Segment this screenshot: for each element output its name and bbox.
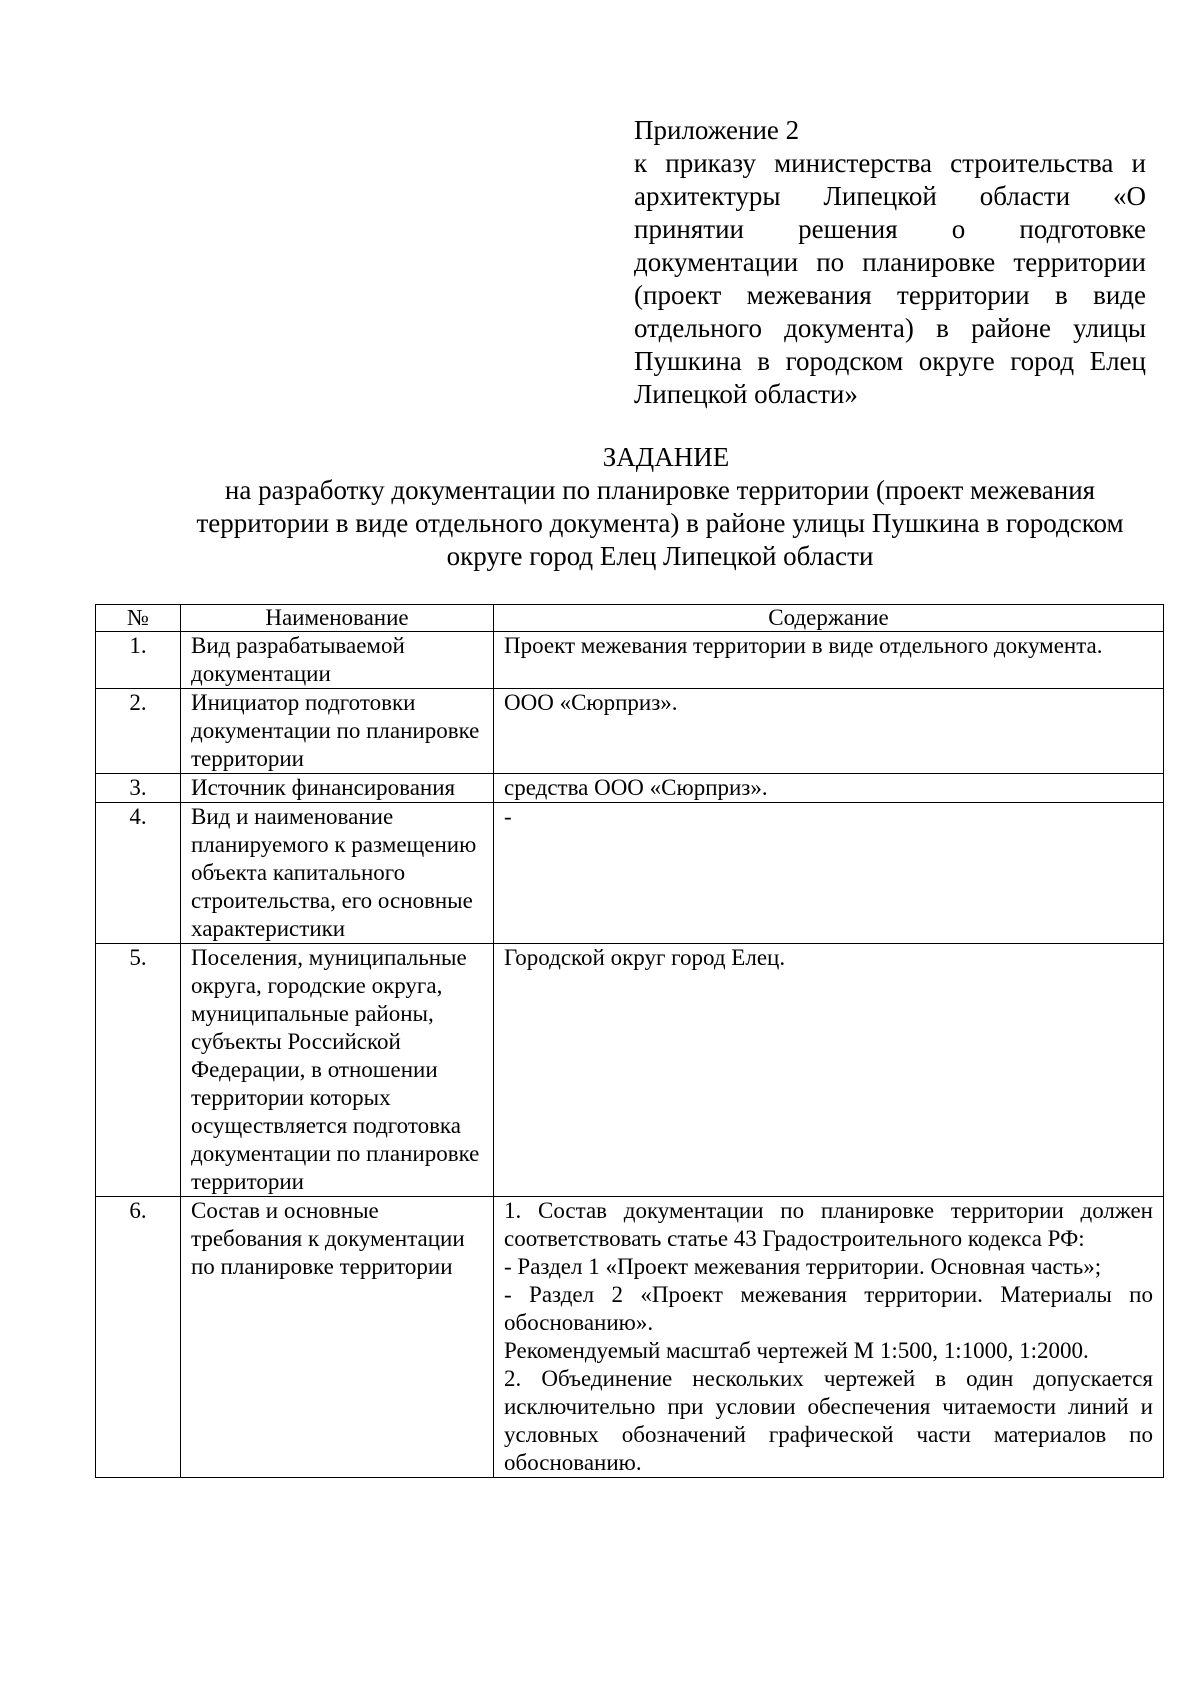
- row-content: [494, 632, 1164, 689]
- header-number: №: [96, 605, 181, 632]
- row-name: Состав и основные требования к документации по планировке территории: [181, 1197, 494, 1478]
- row-number: 4.: [96, 803, 181, 944]
- table-header-row: [96, 605, 1164, 632]
- content-paragraph: -: [504, 804, 512, 829]
- row-number: 5.: [96, 944, 181, 1197]
- appendix-text: к приказу министерства строительства и архитектуры Липецкой области «О принятии решения о подготовке документации по планировке территории (проект межевания территории в виде отдельного документа) в районе улицы Пушкина в городском округе город Елец Липецкой области»: [634, 148, 1146, 409]
- row-number: 1.: [96, 632, 181, 689]
- content-paragraph: 1. Состав документации по планировке территории должен соответствовать статье 43 Градостроительного кодекса РФ:: [504, 1198, 1153, 1251]
- row-name: Поселения, муниципальные округа, городские округа, муниципальные районы, субъекты Российской Федерации, в отношении территории которых осуществляется подготовка документации по планировке территории: [181, 944, 494, 1197]
- row-content: [494, 689, 1164, 774]
- table-row: [96, 1197, 1164, 1478]
- header-content: Содержание: [494, 605, 1164, 632]
- appendix-block: [634, 114, 1146, 411]
- table-row: [96, 632, 1164, 689]
- content-paragraph: Городской округ город Елец.: [504, 945, 786, 970]
- row-content: [494, 803, 1164, 944]
- row-number: 2.: [96, 689, 181, 774]
- row-name: Инициатор подготовки документации по планировке территории: [181, 689, 494, 774]
- row-number: 6.: [96, 1197, 181, 1478]
- content-paragraph: - Раздел 1 «Проект межевания территории. Основная часть»;: [504, 1254, 1102, 1279]
- table-row: [96, 944, 1164, 1197]
- content-paragraph: ООО «Сюрприз».: [504, 690, 678, 715]
- row-content: [494, 774, 1164, 803]
- row-name: Вид разрабатываемой документации: [181, 632, 494, 689]
- header-name: Наименование: [181, 605, 494, 632]
- content-paragraph: Проект межевания территории в виде отдельного документа.: [504, 633, 1103, 658]
- appendix-number: Приложение 2: [634, 115, 800, 145]
- content-paragraph: средства ООО «Сюрприз».: [504, 775, 768, 800]
- row-number: 3.: [96, 774, 181, 803]
- table-row: [96, 774, 1164, 803]
- content-paragraph: Рекомендуемый масштаб чертежей М 1:500, 1:1000, 1:2000.: [504, 1338, 1089, 1363]
- task-table: [95, 604, 1164, 1478]
- document-title: ЗАДАНИЕ: [602, 442, 730, 472]
- row-content: [494, 1197, 1164, 1478]
- row-name: Источник финансирования: [181, 774, 494, 803]
- document-subtitle: на разработку документации по планировке территории (проект межевания территории в виде отдельного документа) в районе улицы Пушкина в городском округе город Елец Липецкой области: [196, 475, 1124, 571]
- row-name: Вид и наименование планируемого к размещению объекта капитального строительства, его основные характеристики: [181, 803, 494, 944]
- row-content: [494, 944, 1164, 1197]
- table-row: [96, 803, 1164, 944]
- content-paragraph: - Раздел 2 «Проект межевания территории. Материалы по обоснованию».: [504, 1282, 1153, 1335]
- table-row: [96, 689, 1164, 774]
- content-paragraph: 2. Объединение нескольких чертежей в один допускается исключительно при условии обеспечения читаемости линий и условных обозначений графической части материалов по обоснованию.: [504, 1366, 1153, 1475]
